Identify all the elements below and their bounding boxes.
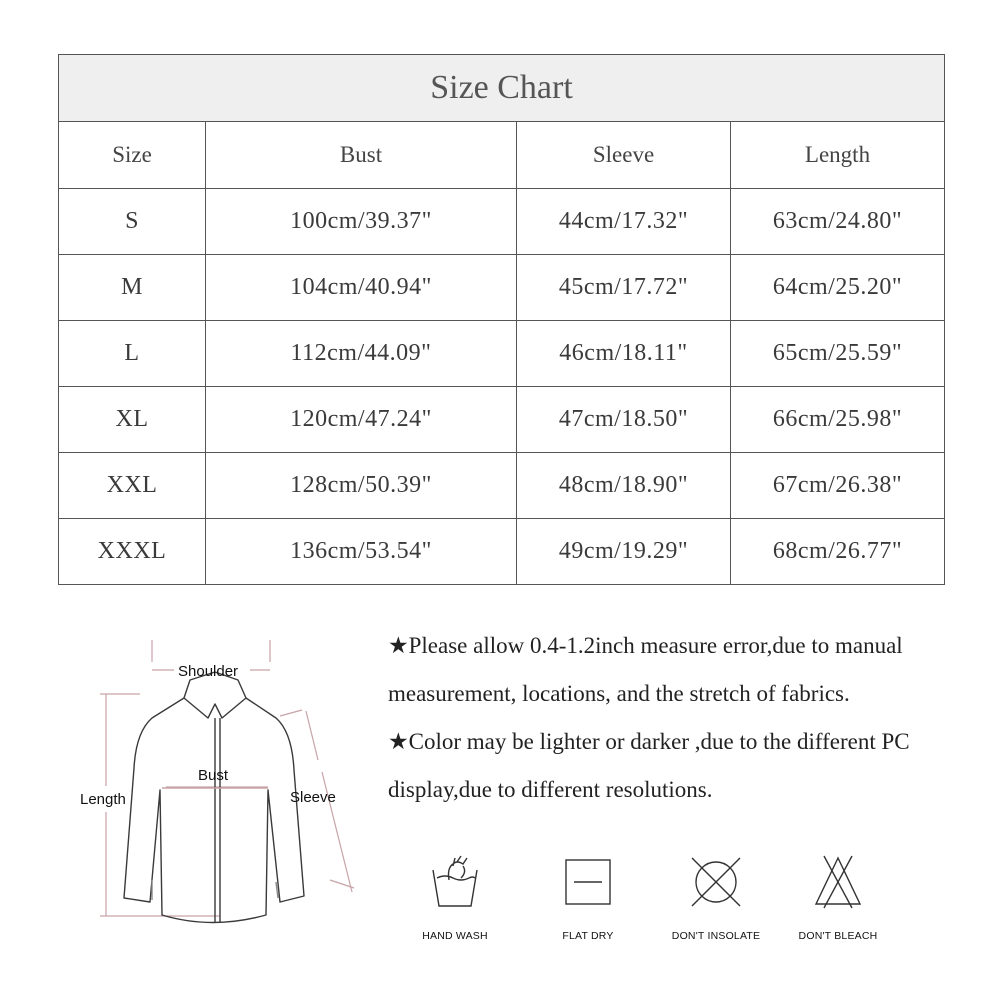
notes-section (388, 622, 978, 814)
header-size: Size (59, 122, 206, 189)
care-dont-bleach (778, 852, 898, 942)
length-cell: 64cm/25.20" (731, 255, 945, 321)
flat-dry-label: FLAT DRY (562, 930, 614, 942)
table-row (59, 321, 945, 387)
length-label: Length (80, 791, 126, 808)
table-row (59, 189, 945, 255)
sleeve-cell: 46cm/18.11" (517, 321, 731, 387)
sleeve-cell: 45cm/17.72" (517, 255, 731, 321)
header-length: Length (731, 122, 945, 189)
care-flat-dry (528, 852, 648, 942)
sleeve-cell: 49cm/19.29" (517, 519, 731, 585)
shoulder-label: Shoulder (178, 663, 239, 680)
size-chart-title: Size Chart (59, 55, 945, 122)
length-cell: 63cm/24.80" (731, 189, 945, 255)
bust-cell: 120cm/47.24" (206, 387, 517, 453)
bust-cell: 104cm/40.94" (206, 255, 517, 321)
size-cell: XXL (59, 453, 206, 519)
size-chart-table (58, 54, 945, 585)
hand-wash-icon (423, 852, 487, 912)
length-cell: 65cm/25.59" (731, 321, 945, 387)
care-instructions (400, 852, 920, 952)
bust-cell: 100cm/39.37" (206, 189, 517, 255)
sleeve-cell: 44cm/17.32" (517, 189, 731, 255)
dont-insolate-icon (684, 852, 748, 912)
note-measure-error: ★Please allow 0.4-1.2inch measure error,due to manual measurement, locations, and the stretch of fabrics. (388, 633, 903, 706)
dont-bleach-icon (806, 852, 870, 912)
shirt-measurement-diagram (70, 630, 370, 930)
size-cell: S (59, 189, 206, 255)
header-row (59, 122, 945, 189)
header-bust: Bust (206, 122, 517, 189)
bust-cell: 128cm/50.39" (206, 453, 517, 519)
care-dont-insolate (656, 852, 776, 942)
size-cell: M (59, 255, 206, 321)
sleeve-cell: 48cm/18.90" (517, 453, 731, 519)
hand-wash-label: HAND WASH (422, 930, 488, 942)
length-cell: 68cm/26.77" (731, 519, 945, 585)
care-hand-wash (395, 852, 515, 942)
bust-label: Bust (198, 767, 229, 784)
shirt-icon (70, 630, 370, 930)
dont-insolate-label: DON'T INSOLATE (671, 930, 761, 942)
sleeve-label: Sleeve (290, 789, 336, 806)
bust-cell: 136cm/53.54" (206, 519, 517, 585)
size-cell: XL (59, 387, 206, 453)
length-cell: 66cm/25.98" (731, 387, 945, 453)
table-row (59, 255, 945, 321)
length-cell: 67cm/26.38" (731, 453, 945, 519)
table-row (59, 519, 945, 585)
table-row (59, 453, 945, 519)
note-color-variation: ★Color may be lighter or darker ,due to the different PC display,due to different resolutions. (388, 729, 910, 802)
table-row (59, 387, 945, 453)
header-sleeve: Sleeve (517, 122, 731, 189)
flat-dry-icon (556, 852, 620, 912)
bust-cell: 112cm/44.09" (206, 321, 517, 387)
dont-bleach-label: DON'T BLEACH (798, 930, 878, 942)
size-cell: XXXL (59, 519, 206, 585)
size-cell: L (59, 321, 206, 387)
sleeve-cell: 47cm/18.50" (517, 387, 731, 453)
